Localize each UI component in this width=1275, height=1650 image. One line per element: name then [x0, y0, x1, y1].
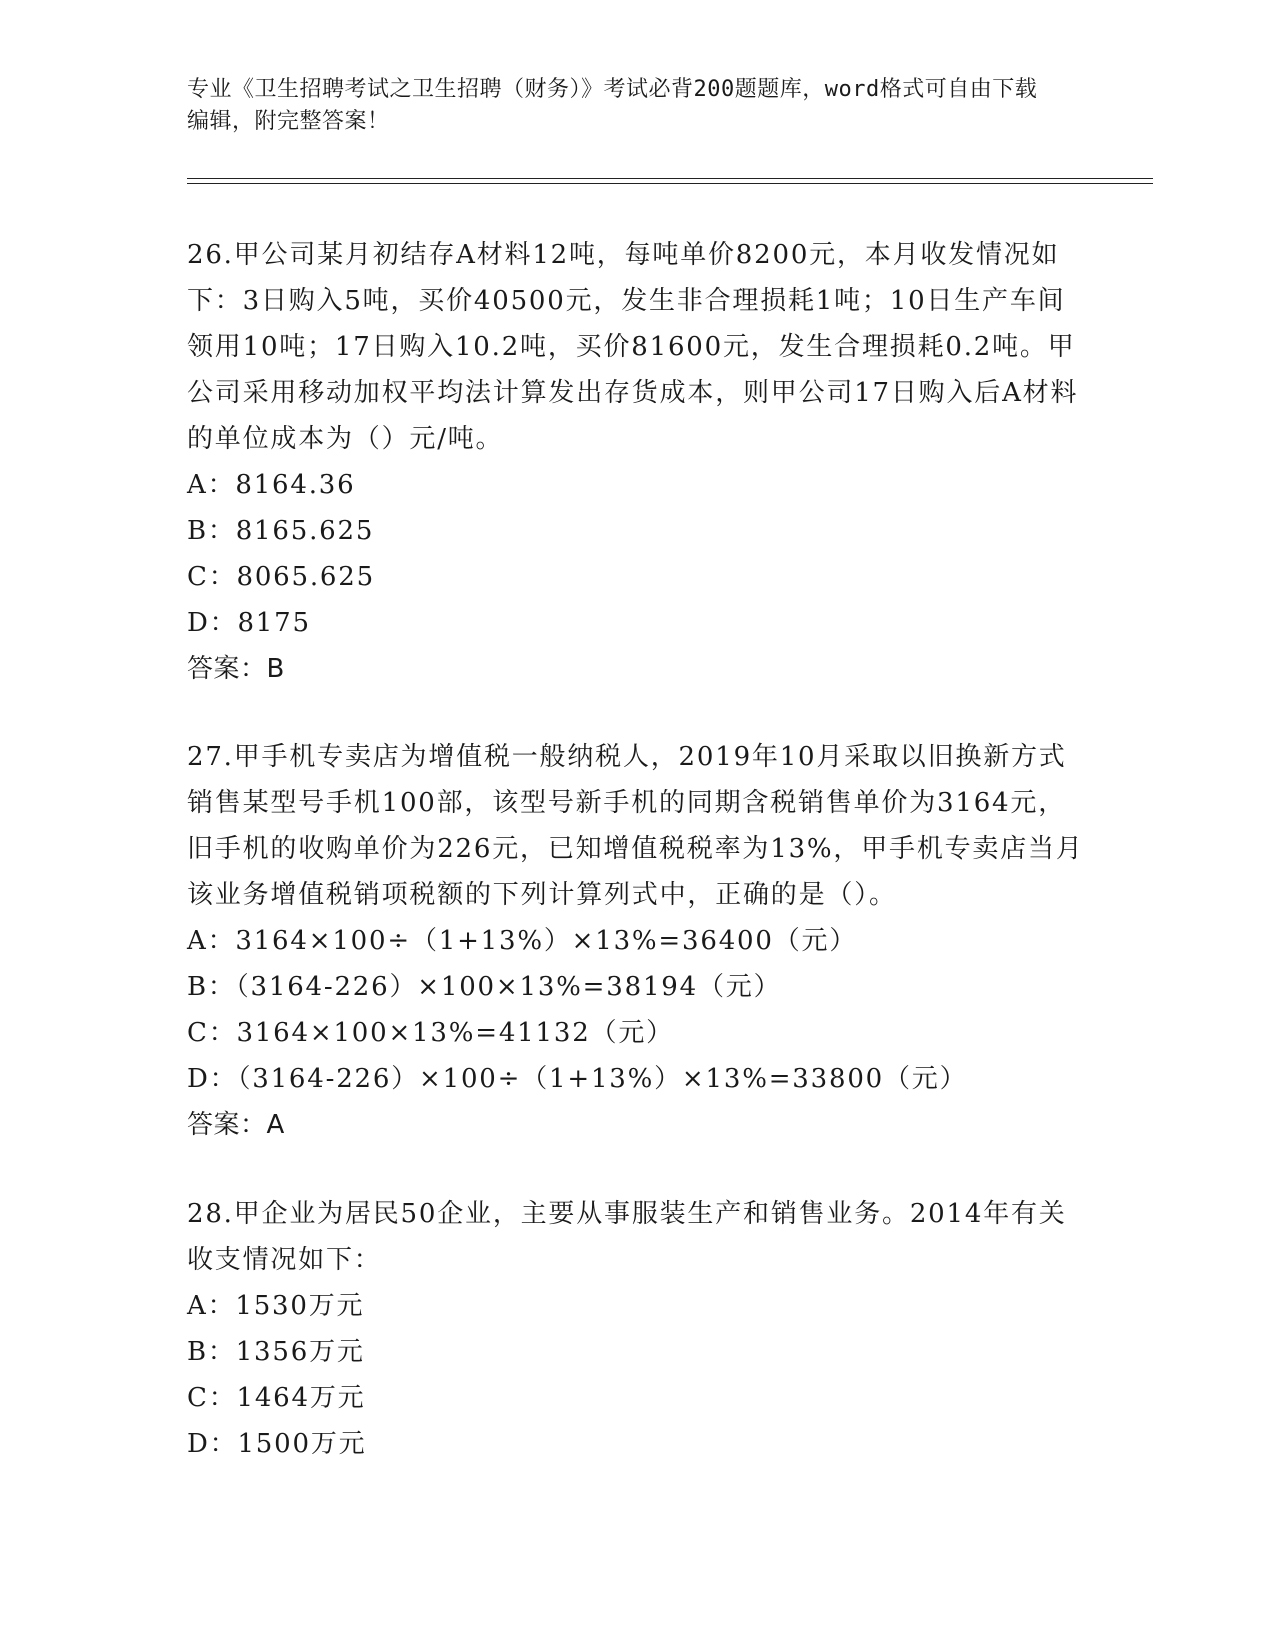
- question-stem: 28.甲企业为居民50企业，主要从事服装生产和销售业务。2014年有关收支情况如下：: [187, 1199, 1067, 1275]
- option-b: B：（3164-226）×100×13%=38194（元）: [187, 972, 782, 1002]
- answer: 答案：A: [187, 1110, 285, 1140]
- option-b: B：1356万元: [187, 1337, 365, 1367]
- header-divider-bottom: [187, 183, 1153, 184]
- answer: 答案：B: [187, 654, 285, 684]
- option-c: C：1464万元: [187, 1383, 366, 1413]
- option-a: A：1530万元: [187, 1291, 365, 1321]
- document-header: 专业《卫生招聘考试之卫生招聘（财务）》考试必背200题题库，word格式可自由下载编辑，附完整答案！: [187, 77, 1038, 134]
- question-26: [187, 232, 1087, 692]
- option-c: C：3164×100×13%=41132（元）: [187, 1018, 674, 1048]
- option-b: B：8165.625: [187, 516, 375, 546]
- question-stem: 27.甲手机专卖店为增值税一般纳税人，2019年10月采取以旧换新方式销售某型号手机100部，该型号新手机的同期含税销售单价为3164元，旧手机的收购单价为226元，已知增值税税率为13%，甲手机专卖店当月该业务增值税销项税额的下列计算列式中，正确的是（）。: [187, 742, 1084, 910]
- option-d: D：1500万元: [187, 1429, 367, 1459]
- question-stem: 26.甲公司某月初结存A材料12吨，每吨单价8200元，本月收发情况如下：3日购入5吨，买价40500元，发生非合理损耗1吨；10日生产车间领用10吨；17日购入10.2吨，买价81600元，发生合理损耗0.2吨。甲公司采用移动加权平均法计算发出存货成本，则甲公司17日购入后A材料的单位成本为（）元/吨。: [187, 240, 1079, 454]
- question-28: [187, 1191, 1087, 1467]
- question-27: [187, 734, 1087, 1148]
- header-divider-top: [187, 178, 1153, 179]
- option-d: D：（3164-226）×100÷（1+13%）×13%=33800（元）: [187, 1064, 968, 1094]
- option-a: A：8164.36: [187, 470, 356, 500]
- option-d: D：8175: [187, 608, 311, 638]
- option-c: C：8065.625: [187, 562, 375, 592]
- option-a: A：3164×100÷（1+13%）×13%=36400（元）: [187, 926, 858, 956]
